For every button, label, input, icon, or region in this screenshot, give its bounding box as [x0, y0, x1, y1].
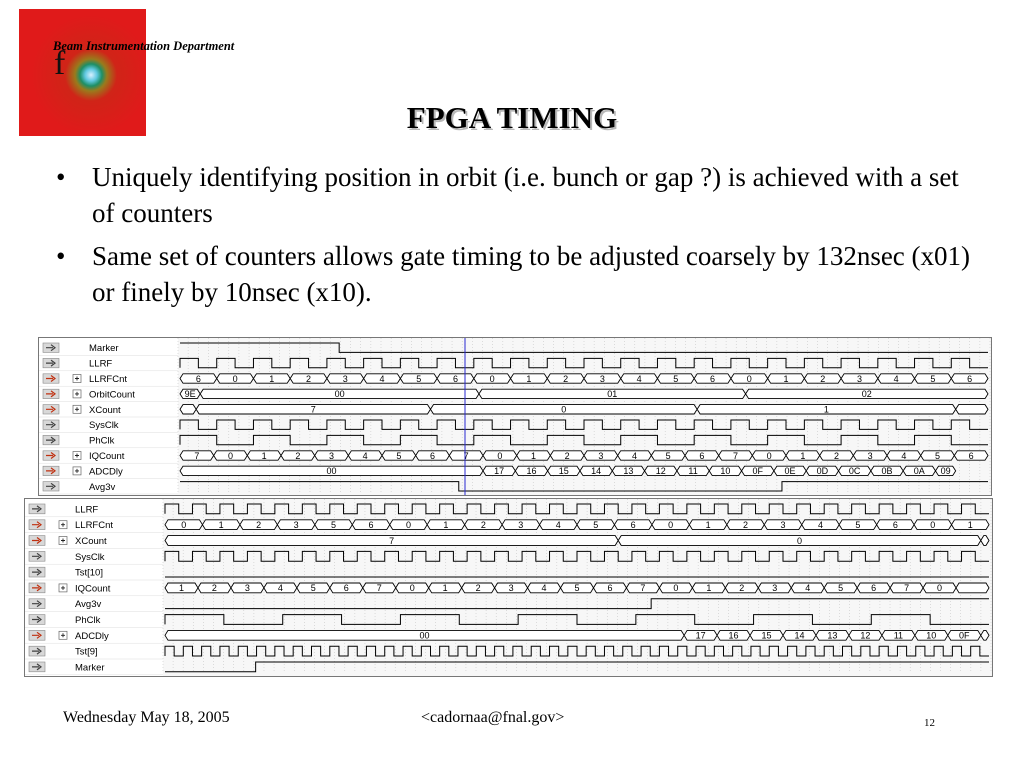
- bus-value-label: 1: [967, 520, 973, 530]
- bus-value-label: 15: [558, 466, 569, 477]
- bus-value-label: 0: [409, 583, 415, 594]
- signal-name-label: ADCDly: [75, 630, 109, 642]
- bullet-item: [52, 238, 977, 310]
- bus-value-label: 6: [343, 583, 349, 594]
- bus-value-label: 9E: [184, 389, 196, 400]
- bus-value-label: 16: [728, 630, 739, 641]
- input-pin-icon: [29, 615, 45, 625]
- bus-value-label: 16: [526, 466, 537, 477]
- bus-value-label: 4: [636, 373, 642, 384]
- bus-value-label: 1: [526, 373, 532, 384]
- bus-value-label: 1: [823, 404, 829, 415]
- signal-name-label: LLRF: [89, 358, 113, 370]
- input-pin-icon: [43, 358, 59, 367]
- signal-name-label: LLRFCnt: [75, 520, 114, 532]
- signal-name-label: IQCount: [75, 583, 111, 595]
- input-pin-icon: [43, 343, 59, 352]
- bus-value-label: 1: [800, 450, 806, 461]
- bus-value-label: 14: [591, 466, 602, 477]
- expand-plus-icon[interactable]: [73, 405, 81, 413]
- signal-name-label: OrbitCount: [89, 389, 135, 401]
- bus-value-label: 5: [574, 583, 580, 594]
- expand-plus-icon[interactable]: [59, 521, 67, 529]
- bus-value-label: 14: [794, 630, 805, 641]
- bus-value-label: 10: [720, 466, 731, 477]
- output-pin-icon: [43, 374, 59, 383]
- signal-name-label: PhClk: [89, 435, 115, 447]
- bus-value-label: 2: [833, 450, 840, 461]
- bus-value-label: 0A: [913, 466, 925, 477]
- bus-value-label: 4: [817, 520, 823, 530]
- bus-value-label: 7: [463, 450, 469, 461]
- signal-name-label: XCount: [89, 404, 121, 416]
- signal-name-label: ADCDly: [89, 466, 123, 478]
- bus-value-label: 1: [178, 583, 184, 594]
- department-label: Beam Instrumentation Department: [53, 39, 235, 53]
- expand-plus-icon[interactable]: [73, 375, 81, 383]
- bullet-dot-icon: •: [56, 162, 66, 192]
- waveform-canvas-bottom[interactable]: [25, 499, 992, 676]
- bus-value-label: 17: [494, 466, 505, 477]
- expand-plus-icon[interactable]: [59, 537, 67, 545]
- bus-value-label: 0F: [959, 630, 970, 641]
- bus-value-label: 13: [623, 466, 634, 477]
- bus-value-label: 6: [607, 583, 613, 594]
- bus-value-label: 17: [695, 630, 706, 641]
- bus-value-label: 3: [328, 450, 335, 461]
- bus-value-label: 5: [838, 583, 844, 594]
- input-pin-icon: [43, 482, 59, 491]
- signal-name-label: LLRFCnt: [89, 374, 128, 385]
- bus-value-label: 6: [195, 373, 201, 384]
- bus-value-label: 7: [640, 583, 646, 594]
- bus-value-label: 4: [893, 373, 899, 384]
- input-pin-icon: [29, 662, 45, 672]
- bus-value-label: 5: [416, 373, 422, 384]
- signal-name-label: XCount: [75, 536, 107, 547]
- signal-name-label: IQCount: [89, 451, 125, 462]
- bus-value-label: 00: [419, 630, 430, 641]
- bullet-list: [52, 159, 977, 317]
- bus-value-label: 3: [293, 520, 299, 530]
- bus-value-label: 0: [746, 373, 752, 384]
- bus-value-label: 0D: [816, 466, 829, 477]
- bus-value-label: 12: [655, 466, 666, 477]
- bus-value-label: 4: [901, 450, 907, 461]
- signal-name-label: SysClk: [75, 551, 105, 563]
- bus-value-label: 1: [706, 583, 712, 594]
- signal-name-label: Tst[10]: [75, 567, 103, 579]
- bus-value-label: 5: [673, 373, 679, 384]
- bus-value-label: 1: [443, 520, 449, 530]
- bus-value-label: 0: [497, 450, 503, 461]
- bus-value-label: 7: [376, 583, 382, 594]
- bus-value-label: 1: [261, 450, 267, 461]
- bus-value-label: 11: [688, 466, 698, 477]
- bus-value-label: 2: [306, 373, 312, 384]
- bus-value-label: 1: [442, 583, 448, 594]
- bus-value-label: 5: [934, 450, 941, 461]
- signal-name-label: PhClk: [75, 615, 101, 626]
- bus-value-label: 5: [310, 583, 316, 594]
- clock-waveform: [165, 504, 989, 514]
- bus-value-label: 0: [796, 535, 802, 546]
- bus-value-label: 6: [892, 520, 898, 530]
- bus-value-label: 2: [480, 520, 486, 530]
- input-pin-icon: [29, 599, 45, 609]
- bus-value-label: 7: [904, 583, 910, 594]
- bus-value-label: 3: [772, 583, 778, 594]
- bus-value-label: 0C: [848, 466, 861, 477]
- bus-value-label: 2: [475, 583, 481, 594]
- bullet-item: [52, 159, 977, 231]
- bus-value-label: 3: [856, 373, 862, 384]
- bus-value-label: 0E: [784, 466, 796, 477]
- bus-value-label: 15: [761, 630, 772, 641]
- expand-plus-icon[interactable]: [73, 390, 81, 398]
- output-pin-icon: [29, 583, 45, 593]
- bus-value-label: 0: [489, 373, 495, 384]
- bus-value-label: 3: [244, 583, 250, 594]
- output-pin-icon: [43, 405, 59, 414]
- bus-value-label: 02: [861, 389, 872, 400]
- bus-value-label: 0: [561, 404, 567, 415]
- bus-value-label: 2: [820, 373, 826, 384]
- bus-value-label: 5: [665, 450, 671, 461]
- bus-value-label: 5: [855, 520, 861, 530]
- output-pin-icon: [29, 630, 45, 640]
- waveform-panel-bottom[interactable]: [24, 498, 993, 677]
- signal-name-label: Tst[9]: [75, 646, 98, 658]
- expand-plus-icon[interactable]: [73, 467, 81, 475]
- bus-value-label: 3: [342, 373, 348, 384]
- waveform-canvas-top[interactable]: [39, 338, 991, 495]
- waveform-panel-top[interactable]: [38, 337, 992, 496]
- bus-value-label: 3: [598, 450, 604, 461]
- bus-value-label: 2: [256, 520, 262, 530]
- bus-segment: [956, 583, 989, 593]
- bus-value-label: 7: [732, 450, 739, 461]
- bus-value-label: 1: [783, 373, 789, 384]
- bus-value-label: 4: [277, 583, 283, 594]
- expand-plus-icon[interactable]: [59, 584, 67, 592]
- bus-value-label: 5: [331, 520, 337, 530]
- bus-value-label: 7: [194, 450, 200, 461]
- bus-value-label: 10: [926, 630, 937, 641]
- output-pin-icon: [29, 536, 45, 546]
- bus-value-label: 0: [766, 450, 772, 461]
- bus-value-label: 2: [739, 583, 745, 594]
- bus-value-label: 09: [940, 466, 951, 477]
- bus-value-label: 0: [937, 583, 943, 594]
- signal-name-label: SysClk: [89, 420, 119, 432]
- bus-value-label: 1: [530, 450, 537, 461]
- bus-value-label: 3: [780, 520, 786, 530]
- bullet-dot-icon: •: [56, 241, 66, 271]
- bus-value-label: 6: [871, 583, 877, 594]
- bus-value-label: 2: [563, 373, 569, 384]
- bus-value-label: 2: [564, 450, 570, 461]
- input-pin-icon: [29, 504, 45, 514]
- bus-value-label: 00: [334, 389, 345, 400]
- signal-name-label: Avg3v: [75, 599, 102, 611]
- input-pin-icon: [29, 567, 45, 577]
- output-pin-icon: [43, 389, 59, 398]
- bus-value-label: 13: [827, 630, 838, 641]
- bus-value-label: 0: [930, 520, 936, 530]
- bus-value-label: 2: [743, 520, 749, 530]
- signal-name-label: Avg3v: [89, 481, 116, 493]
- bus-value-label: 4: [805, 583, 811, 594]
- signal-name-label: Marker: [89, 343, 119, 355]
- input-pin-icon: [29, 551, 45, 561]
- bus-value-label: 3: [518, 520, 524, 530]
- bus-value-label: 6: [710, 373, 716, 384]
- bus-value-label: 4: [541, 583, 547, 594]
- bus-value-label: 3: [599, 373, 605, 384]
- signal-name-label: LLRF: [75, 504, 99, 516]
- bus-value-label: 4: [379, 373, 385, 384]
- bus-segment: [956, 405, 988, 414]
- input-pin-icon: [29, 646, 45, 656]
- bus-value-label: 0F: [752, 466, 763, 477]
- bullet-text: Uniquely identifying position in orbit (i.e. bunch or gap ?) is achieved with a set of counters: [92, 162, 959, 228]
- bus-value-label: 6: [452, 373, 458, 384]
- bus-value-label: 01: [607, 389, 618, 400]
- bus-value-label: 5: [593, 520, 599, 530]
- output-pin-icon: [29, 520, 45, 530]
- bus-value-label: 1: [218, 520, 224, 530]
- clock-waveform: [165, 551, 989, 561]
- bus-value-label: 7: [310, 404, 316, 415]
- bus-value-label: 0: [405, 520, 411, 530]
- bus-segment: [180, 405, 196, 414]
- bus-value-label: 4: [555, 520, 561, 530]
- bus-value-label: 12: [860, 630, 871, 641]
- bus-value-label: 3: [508, 583, 514, 594]
- bullet-text: Same set of counters allows gate timing to be adjusted coarsely by 132nsec (x01) or finely by 10nsec (x10).: [92, 241, 971, 307]
- bus-value-label: 6: [967, 373, 973, 384]
- bus-value-label: 2: [295, 450, 301, 461]
- signal-name-label: Marker: [75, 662, 105, 674]
- logo-letter: f: [54, 45, 66, 82]
- bus-value-label: 0: [668, 520, 674, 530]
- bus-value-label: 3: [867, 450, 873, 461]
- output-pin-icon: [43, 451, 59, 460]
- footer-page-number: 12: [924, 717, 935, 729]
- bus-value-label: 11: [893, 630, 904, 641]
- bus-value-label: 7: [389, 535, 395, 546]
- bus-value-label: 00: [326, 466, 337, 477]
- slide-title: FPGA TIMING: [406, 100, 618, 135]
- bus-value-label: 6: [630, 520, 636, 530]
- bus-value-label: 1: [705, 520, 711, 530]
- expand-plus-icon[interactable]: [59, 631, 67, 639]
- bus-value-label: 4: [631, 450, 638, 461]
- bus-value-label: 0: [181, 520, 187, 530]
- input-pin-icon: [43, 435, 59, 444]
- bus-value-label: 5: [396, 450, 402, 461]
- output-pin-icon: [43, 466, 59, 475]
- bus-value-label: 0: [227, 450, 234, 461]
- bus-value-label: 0: [232, 373, 238, 384]
- bus-value-label: 0B: [881, 466, 893, 477]
- bus-value-label: 2: [211, 583, 217, 594]
- bus-value-label: 6: [368, 520, 374, 530]
- input-pin-icon: [43, 420, 59, 429]
- bus-value-label: 4: [362, 450, 368, 461]
- footer-email: <cadornaa@fnal.gov>: [421, 709, 565, 726]
- bus-value-label: 6: [429, 450, 436, 461]
- bus-value-label: 6: [968, 450, 974, 461]
- bus-value-label: 0: [673, 583, 679, 594]
- bus-value-label: 5: [930, 373, 936, 384]
- bus-value-label: 1: [269, 373, 275, 384]
- bus-value-label: 6: [699, 450, 705, 461]
- footer-date: Wednesday May 18, 2005: [63, 709, 230, 726]
- expand-plus-icon[interactable]: [73, 452, 81, 460]
